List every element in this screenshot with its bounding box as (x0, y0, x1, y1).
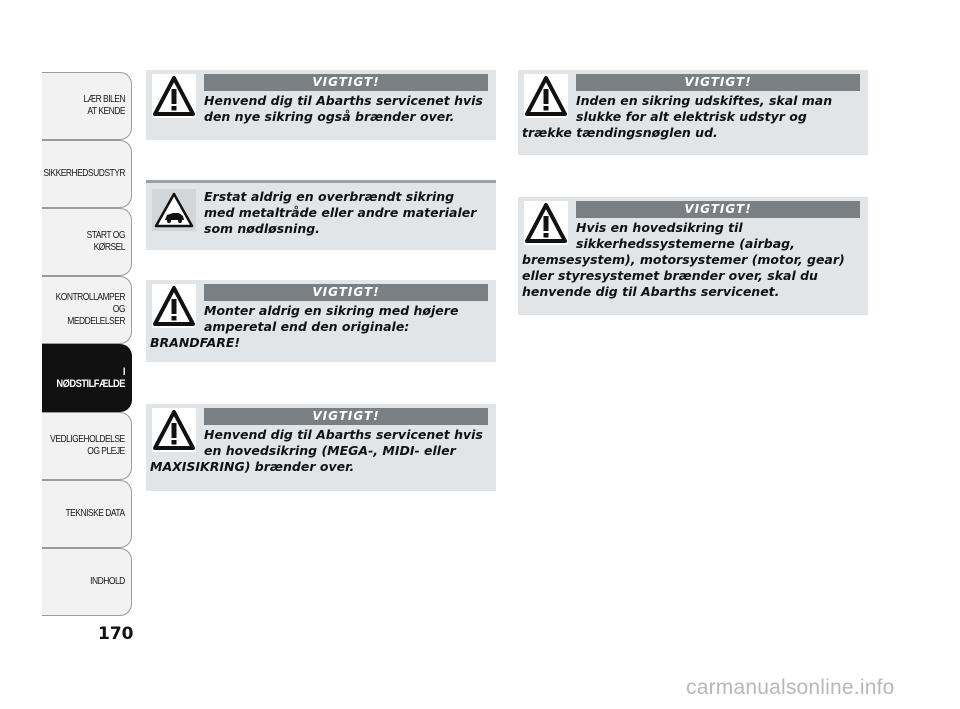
car-triangle-icon (152, 189, 196, 231)
warning-triangle-icon (524, 74, 568, 118)
warning-box-4 (518, 70, 868, 155)
warning-box-3 (146, 404, 496, 491)
tab-label: VEDLIGEHOLDELSE OG PLEJE (50, 434, 125, 457)
tab-label: TEKNISKE DATA (65, 508, 125, 519)
tab-label: SIKKERHEDSUDSTYR (43, 168, 125, 179)
tab-label: I NØDSTILFÆLDE (56, 366, 125, 390)
warning-banner: VIGTIGT! (576, 201, 860, 218)
watermark: carmanualsonline.info (686, 676, 895, 699)
tab-indhold[interactable] (42, 548, 132, 616)
tab-label: START OG KØRSEL (86, 230, 125, 253)
warning-box-5 (518, 197, 868, 315)
warning-box-2 (146, 280, 496, 362)
tab-vedligeholdelse[interactable] (42, 412, 132, 480)
warning-triangle-icon (152, 408, 196, 452)
tab-tekniske-data[interactable] (42, 480, 132, 548)
tab-i-nodstilfaelde[interactable] (42, 344, 132, 412)
note-box-1 (146, 180, 496, 250)
warning-banner: VIGTIGT! (576, 74, 860, 91)
warning-text: Hvis en hovedsikring til sikkerhedssystemerne (airbag, bremsesystem), motorsystemer (motor, gear) eller styresystemet brænder over, skal du henvende dig til Abarths servicenet. (522, 220, 845, 299)
warning-banner: VIGTIGT! (204, 74, 488, 91)
page-number: 170 (98, 624, 134, 644)
warning-triangle-icon (524, 201, 568, 245)
warning-triangle-icon (152, 284, 196, 328)
tab-label: INDHOLD (90, 576, 125, 587)
note-text: Erstat aldrig en overbrændt sikring med metaltråde eller andre materialer som nødløsning. (204, 189, 477, 236)
tab-label: KONTROLLAMPER OG MEDDELELSER (55, 292, 125, 327)
warning-text: Inden en sikring udskiftes, skal man slukke for alt elektrisk udstyr og trække tændingsnøglen ud. (522, 93, 833, 140)
tab-sikkerhedsudstyr[interactable] (42, 140, 132, 208)
tab-start-og-korsel[interactable] (42, 208, 132, 276)
tab-kontrollamper[interactable] (42, 276, 132, 344)
warning-banner: VIGTIGT! (204, 284, 488, 301)
tab-label: LÆR BILEN AT KENDE (83, 94, 125, 117)
warning-text: Monter aldrig en sikring med højere amperetal end den originale: BRANDFARE! (150, 303, 459, 350)
warning-banner: VIGTIGT! (204, 408, 488, 425)
warning-text: Henvend dig til Abarths servicenet hvis den nye sikring også brænder over. (204, 93, 483, 124)
warning-triangle-icon (152, 74, 196, 118)
warning-box-1 (146, 70, 496, 140)
warning-text: Henvend dig til Abarths servicenet hvis en hovedsikring (MEGA-, MIDI- eller MAXISIKRING) brænder over. (150, 427, 483, 474)
tab-laer-bilen[interactable] (42, 72, 132, 140)
